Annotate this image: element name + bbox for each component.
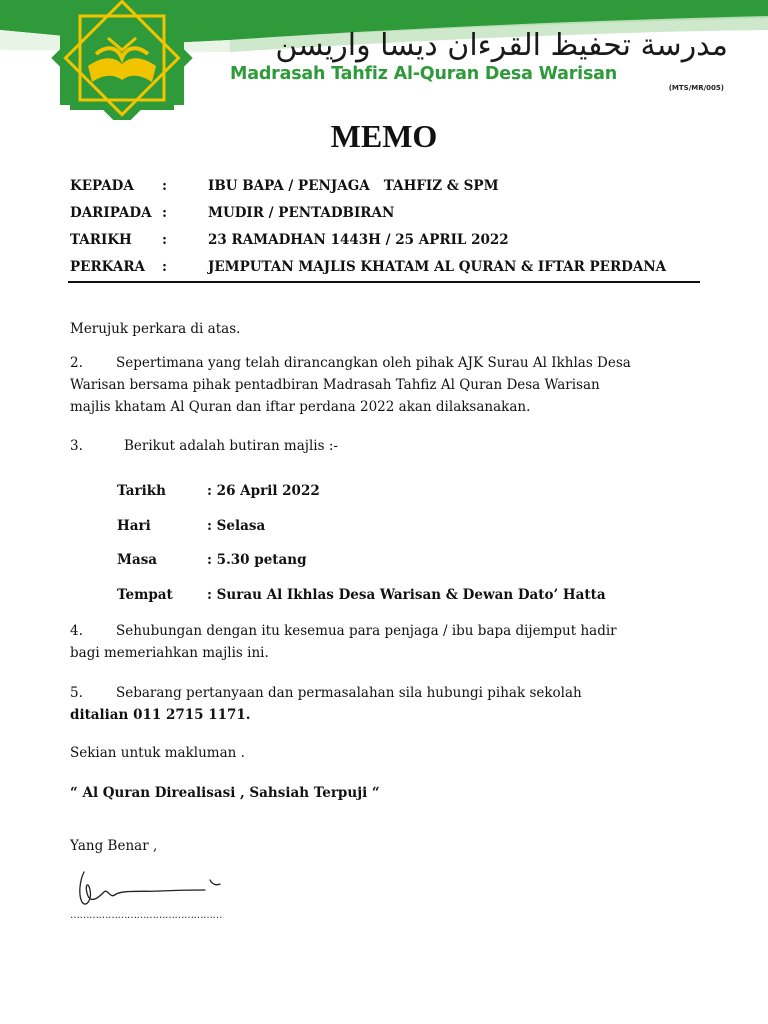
meta-label: TARIKH: [70, 232, 132, 248]
event-details: [117, 474, 606, 612]
detail-label: Hari: [117, 517, 151, 534]
meta-colon: :: [162, 232, 167, 248]
paragraph-line: majlis khatam Al Quran dan iftar perdana 2022 akan dilaksanakan.: [70, 399, 531, 415]
paragraph-number: 3.: [70, 438, 83, 454]
paragraph-line: Sepertimana yang telah dirancangkan oleh pihak AJK Surau Al Ikhlas Desa: [116, 355, 631, 371]
detail-value: : Surau Al Ikhlas Desa Warisan & Dewan Dato’ Hatta: [207, 586, 606, 603]
meta-label: PERKARA: [70, 259, 146, 275]
detail-label: Tempat: [117, 586, 173, 603]
quran-star-logo-icon: [51, 0, 192, 120]
header-divider: [68, 281, 700, 283]
paragraph-line: Sebarang pertanyaan dan permasalahan sila hubungi pihak sekolah: [116, 685, 582, 701]
paragraph-3: [70, 435, 710, 457]
detail-row-hari: [117, 509, 606, 544]
paragraph-number: 2.: [70, 355, 83, 371]
signature: [70, 866, 230, 912]
detail-label: Masa: [117, 552, 158, 569]
detail-value: : 5.30 petang: [207, 552, 307, 569]
letterhead: [0, 0, 768, 120]
detail-row-masa: [117, 543, 606, 578]
detail-row-tempat: [117, 578, 606, 613]
detail-value: : 26 April 2022: [207, 483, 320, 500]
paragraph-line: Berikut adalah butiran majlis :-: [124, 438, 338, 454]
meta-value: JEMPUTAN MAJLIS KHATAM AL QURAN & IFTAR PERDANA: [208, 259, 667, 275]
paragraph-line: bagi memeriahkan majlis ini.: [70, 645, 269, 661]
paragraph-2: [70, 352, 710, 418]
school-name: Madrasah Tahfiz Al-Quran Desa Warisan: [230, 64, 618, 84]
meta-colon: :: [162, 178, 167, 194]
meta-value: MUDIR / PENTADBIRAN: [208, 205, 395, 221]
paragraph-line: Sehubungan dengan itu kesemua para penjaga / ibu bapa dijemput hadir: [116, 623, 617, 639]
meta-label: KEPADA: [70, 178, 134, 194]
meta-value: 23 RAMADHAN 1443H / 25 APRIL 2022: [208, 232, 509, 248]
meta-row-daripada: [70, 205, 700, 232]
paragraph-number: 5.: [70, 685, 83, 701]
signature-line: …………………………………………: [70, 910, 222, 921]
paragraph-number: 4.: [70, 623, 83, 639]
opening-paragraph: Merujuk perkara di atas.: [70, 321, 241, 337]
meta-label: DARIPADA: [70, 205, 152, 221]
paragraph-5: [70, 682, 710, 726]
paragraph-4: [70, 620, 710, 664]
arabic-school-name: مدرسة تحفيظ القرءان ديسا واريسن: [275, 28, 728, 63]
paragraph-line: Warisan bersama pihak pentadbiran Madrasah Tahfiz Al Quran Desa Warisan: [70, 377, 600, 393]
detail-value: : Selasa: [207, 517, 266, 534]
contact-number: ditalian 011 2715 1171.: [70, 707, 251, 723]
memo-meta: [70, 178, 700, 286]
memo-title: MEMO: [330, 118, 438, 154]
meta-value: IBU BAPA / PENJAGA TAHFIZ & SPM: [208, 178, 499, 194]
detail-label: Tarikh: [117, 483, 166, 500]
meta-colon: :: [162, 205, 167, 221]
detail-row-tarikh: [117, 474, 606, 509]
closing-line: Sekian untuk makluman .: [70, 745, 245, 761]
meta-row-tarikh: [70, 232, 700, 259]
sign-off: Yang Benar ,: [70, 838, 158, 854]
meta-row-kepada: [70, 178, 700, 205]
motto: “ Al Quran Direalisasi , Sahsiah Terpuji “: [70, 785, 380, 801]
reference-code: (MTS/MR/005): [668, 84, 724, 92]
meta-colon: :: [162, 259, 167, 275]
